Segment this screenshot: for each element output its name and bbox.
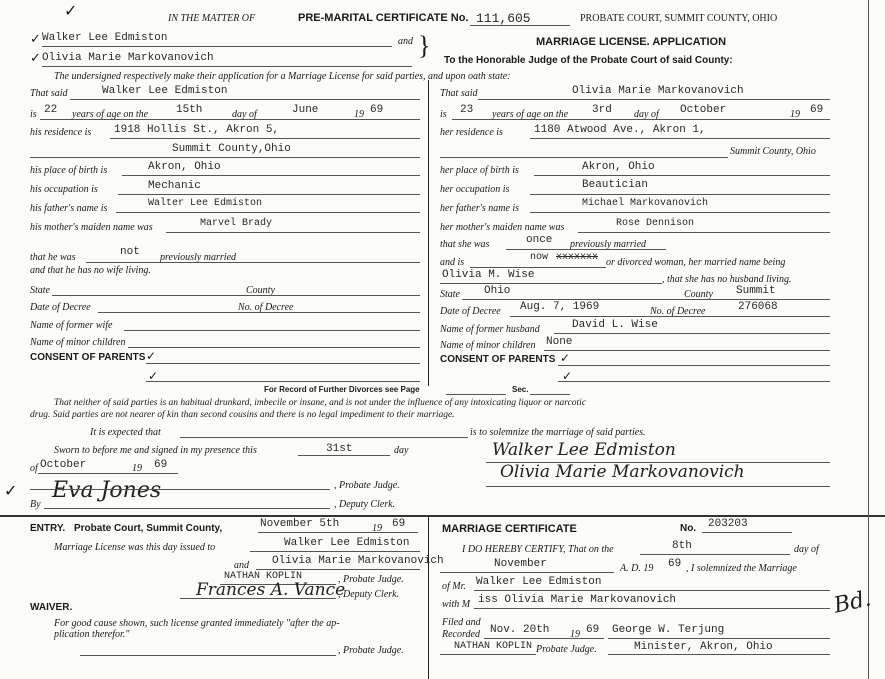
checkmark-icon: ✓ — [148, 369, 159, 383]
checkmark-icon: ✓ — [64, 3, 78, 20]
to-judge-heading: To the Honorable Judge of the Probate Court of said County: — [444, 55, 733, 66]
his-occupation-label: his occupation is — [30, 184, 98, 195]
groom-state-label: State — [30, 285, 50, 296]
sworn-year-prefix: 19 — [132, 463, 142, 474]
bride-county: Summit — [736, 285, 776, 297]
groom-birth-day: 15th — [176, 104, 203, 116]
sworn-day: 31st — [326, 443, 353, 455]
marriage-month: November — [494, 558, 547, 570]
groom-signature: Walker Lee Edmiston — [492, 440, 676, 460]
groom-father: Walter Lee Edmiston — [148, 198, 263, 209]
checkmark-icon: ✓ — [30, 31, 41, 46]
bride-father: Michael Markovanovich — [582, 198, 709, 209]
marriage-day: 8th — [672, 540, 692, 552]
license-issued-label: Marriage License was this day issued to — [54, 542, 216, 553]
no-husband-label: , that she has no husband living. — [662, 274, 792, 285]
bride-name: Olivia Marie Markovanovich — [572, 85, 744, 97]
sworn-day-label: day — [394, 445, 409, 456]
certificate-number: 111,605 — [476, 11, 531, 26]
bride-signature: Olivia Marie Markovanovich — [500, 462, 745, 482]
checkmark-icon: ✓ — [146, 349, 157, 363]
filed-year: 69 — [586, 624, 600, 636]
waiver-text-line1: For good cause shown, such license granted immediately "after the ap- — [54, 618, 340, 629]
groom-name: Walker Lee Edmiston — [102, 85, 228, 97]
marriage-year: 69 — [668, 558, 682, 570]
groom-mother: Marvel Brady — [200, 218, 273, 229]
her-occupation-label: her occupation is — [440, 184, 510, 195]
bride-birthplace: Akron, Ohio — [582, 161, 655, 173]
marriage-cert-number: 203203 — [708, 518, 748, 530]
by-label: By — [30, 499, 41, 510]
marriage-cert-no-label: No. — [680, 523, 697, 534]
sec-label: Sec. — [512, 385, 529, 394]
waiver-label: WAIVER. — [30, 602, 73, 613]
bride-age: 23 — [460, 104, 474, 116]
groom-residence-line2: Summit County,Ohio — [172, 143, 291, 155]
bride-is-label: is — [440, 109, 447, 120]
habitual-statement-line2: drug. Said parties are not nearer of kin than second cousins and there is no legal impediment to their marriage. — [30, 410, 455, 420]
horizontal-divider — [0, 515, 885, 517]
court-heading: PROBATE COURT, SUMMIT COUNTY, OHIO — [580, 13, 778, 24]
groom-consent-label: CONSENT OF PARENTS — [30, 352, 146, 363]
checkmark-icon: ✓ — [562, 369, 573, 383]
sworn-probate-judge-label: , Probate Judge. — [334, 480, 400, 491]
bride-former-husband: David L. Wise — [572, 319, 658, 331]
groom-that-said-label: That said — [30, 88, 68, 99]
right-edge-border — [868, 0, 869, 679]
checkmark-icon: ✓ — [4, 483, 18, 500]
that-he-was-label: that he was — [30, 252, 76, 263]
bride-prev-married: once — [526, 234, 553, 246]
marriage-certificate-title: MARRIAGE CERTIFICATE — [442, 523, 577, 535]
expected-label: It is expected that — [90, 427, 161, 438]
bride-decree-date-label: Date of Decree — [440, 306, 501, 317]
her-residence-label: her residence is — [440, 127, 503, 138]
license-title: MARRIAGE LICENSE. APPLICATION — [536, 36, 727, 48]
groom-minor-children-label: Name of minor children — [30, 337, 126, 348]
with-m-label: with M — [442, 599, 471, 610]
bride-and-is: now — [530, 252, 549, 263]
bride-that-said-label: That said — [440, 88, 478, 99]
filed-date: Nov. 20th — [490, 624, 550, 636]
center-divider-top — [428, 80, 429, 386]
bride-summit-county-label: Summit County, Ohio — [730, 146, 816, 157]
marriage-with: iss Olivia Marie Markovanovich — [478, 594, 677, 606]
deputy-signature: Eva Jones — [52, 478, 162, 503]
divorced-label: or divorced woman, her married name being — [606, 257, 786, 268]
groom-year-prefix: 19 — [354, 109, 364, 120]
hereby-certify-label: I DO HEREBY CERTIFY, That on the — [462, 544, 614, 555]
bride-header-name: Olivia Marie Markovanovich — [42, 52, 214, 64]
groom-decree-no-label: No. of Decree — [238, 302, 294, 313]
bride-county-label: County — [684, 289, 713, 300]
former-wife-label: Name of former wife — [30, 320, 113, 331]
checkmark-icon: ✓ — [30, 50, 41, 65]
sworn-year: 69 — [154, 459, 168, 471]
bride-birth-year: 69 — [810, 104, 824, 116]
entry-deputy-clerk-label: , Deputy Clerk. — [338, 589, 400, 600]
entry-probate-judge-label: , Probate Judge. — [338, 574, 404, 585]
groom-residence-line1: 1918 Hollis St., Akron 5, — [114, 124, 280, 136]
bride-dayof-label: day of — [634, 109, 659, 120]
entry-label: ENTRY. — [30, 523, 66, 534]
bride-mother: Rose Dennison — [616, 218, 695, 229]
officiant-name: George W. Terjung — [612, 624, 725, 636]
his-father-label: his father's name is — [30, 203, 108, 214]
entry-issued-to-1: Walker Lee Edmiston — [284, 537, 410, 549]
groom-county-label: County — [246, 285, 275, 296]
entry-year: 69 — [392, 518, 406, 530]
entry-clerk-signature: Frances A. Vance — [196, 580, 346, 600]
no-wife-label: and that he has no wife living. — [30, 265, 151, 276]
sworn-of-label: of — [30, 463, 38, 474]
groom-birth-year: 69 — [370, 104, 384, 116]
groom-years-label: years of age on the — [72, 109, 149, 120]
marriage-day-of-label: day of — [794, 544, 819, 555]
former-husband-label: Name of former husband — [440, 324, 540, 335]
solemnized-label: , I solemnized the Marriage — [686, 563, 797, 574]
entry-year-prefix: 19 — [372, 523, 382, 534]
entry-date: November 5th — [260, 518, 340, 530]
groom-is-label: is — [30, 109, 37, 120]
bride-occupation: Beautician — [582, 179, 649, 191]
bride-birth-month: October — [680, 104, 727, 116]
bride-residence: 1180 Atwood Ave., Akron 1, — [534, 124, 706, 136]
groom-age: 22 — [44, 104, 58, 116]
of-mr-label: of Mr. — [442, 581, 466, 592]
his-birthplace-label: his place of birth is — [30, 165, 108, 176]
undersigned-statement: The undersigned respectively make their application for a Marriage License for said parties, and upon oath state: — [54, 71, 511, 82]
sworn-label: Sworn to before me and signed in my presence this — [54, 445, 257, 456]
checkmark-icon: ✓ — [560, 351, 571, 365]
entry-court-label: Probate Court, Summit County, — [74, 523, 223, 534]
sworn-deputy-clerk-label: , Deputy Clerk. — [334, 499, 396, 510]
groom-header-name: Walker Lee Edmiston — [42, 32, 168, 44]
further-divorces-label: For Record of Further Divorces see Page — [264, 385, 420, 394]
groom-decree-date-label: Date of Decree — [30, 302, 91, 313]
bride-prev-married-label: previously married — [570, 239, 647, 250]
that-she-was-label: that she was — [440, 239, 490, 250]
bride-decree-date: Aug. 7, 1969 — [520, 301, 600, 313]
entry-issued-to-2: Olivia Marie Markovanovich — [272, 555, 444, 567]
bride-minor-children-label: Name of minor children — [440, 340, 536, 351]
and-label: and — [398, 36, 413, 47]
groom-dayof-label: day of — [232, 109, 257, 120]
cert-probate-judge-label: Probate Judge. — [536, 644, 597, 655]
bride-decree-no-label: No. of Decree — [650, 306, 706, 317]
entry-judge-name: NATHAN KOPLIN — [224, 571, 303, 582]
in-matter-label: IN THE MATTER OF — [168, 13, 256, 24]
sworn-month: October — [40, 459, 87, 471]
solemnize-label: is to solemnize the marriage of said parties. — [470, 427, 646, 438]
bride-year-prefix: 19 — [790, 109, 800, 120]
bride-consent-label: CONSENT OF PARENTS — [440, 354, 556, 365]
marriage-mr: Walker Lee Edmiston — [476, 576, 602, 588]
her-birthplace-label: her place of birth is — [440, 165, 519, 176]
waiver-text-line2: plication therefor." — [54, 629, 130, 640]
bride-state-label: State — [440, 289, 460, 300]
bride-years-label: years of age on the — [492, 109, 569, 120]
bride-decree-no: 276068 — [738, 301, 778, 313]
habitual-statement-line1: That neither of said parties is an habitual drunkard, imbecile or insane, and is not under the influence of any intoxicating liquor or narcotic — [54, 398, 587, 408]
bride-minor-children: None — [546, 336, 573, 348]
groom-prev-married: not — [120, 246, 140, 258]
groom-prev-married-label: previously married — [160, 252, 237, 263]
officiant-title: Minister, Akron, Ohio — [634, 641, 773, 653]
her-father-label: her father's name is — [440, 203, 520, 214]
groom-birth-month: June — [292, 104, 319, 116]
brace-icon: } — [418, 31, 431, 60]
her-mother-label: her mother's maiden name was — [440, 222, 565, 233]
entry-and-label: and — [234, 560, 249, 571]
bride-birth-day: 3rd — [592, 104, 612, 116]
his-residence-label: his residence is — [30, 127, 92, 138]
certificate-title: PRE-MARITAL CERTIFICATE No. — [298, 12, 469, 24]
bride-state: Ohio — [484, 285, 511, 297]
margin-note: Bd. — [831, 586, 874, 619]
and-is-label: and is — [440, 257, 465, 268]
his-mother-label: his mother's maiden name was — [30, 222, 153, 233]
filed-year-prefix: 19 — [570, 629, 580, 640]
waiver-probate-judge-label: , Probate Judge. — [338, 645, 404, 656]
groom-occupation: Mechanic — [148, 180, 201, 192]
ad-label: A. D. 19 — [620, 563, 654, 574]
bride-struck-word: xxxxxxx — [556, 252, 599, 263]
bride-married-name: Olivia M. Wise — [442, 269, 535, 281]
groom-birthplace: Akron, Ohio — [148, 161, 221, 173]
center-divider-bottom — [428, 516, 429, 679]
cert-judge-name: NATHAN KOPLIN — [454, 641, 533, 652]
recorded-label: Recorded — [442, 629, 480, 640]
filed-and-label: Filed and — [442, 617, 481, 628]
